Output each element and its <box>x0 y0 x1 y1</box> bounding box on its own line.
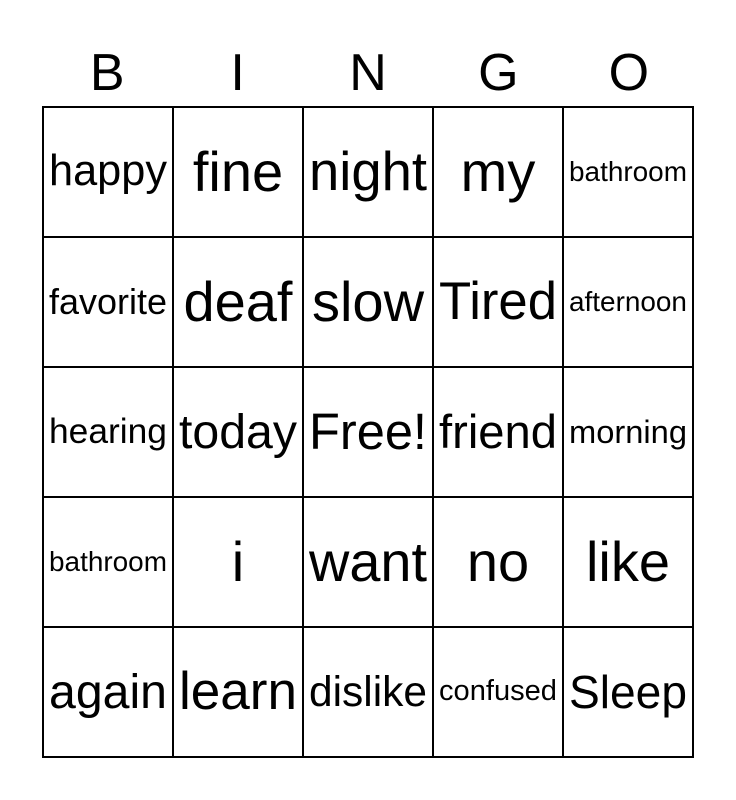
cell-word: i <box>231 530 245 593</box>
bingo-cell[interactable] <box>433 367 563 497</box>
cell-word: slow <box>311 270 425 333</box>
cell-word: Free! <box>309 402 427 460</box>
cell-word: happy <box>49 147 167 196</box>
bingo-cell[interactable] <box>43 237 173 367</box>
cell-word: again <box>49 664 167 719</box>
bingo-card <box>42 0 694 758</box>
bingo-letter-b: B <box>89 44 125 102</box>
cell-word: my <box>460 140 536 203</box>
bingo-cell[interactable] <box>563 367 693 497</box>
cell-word: Tired <box>439 271 557 331</box>
cell-word: bathroom <box>49 546 167 578</box>
bingo-letter-i: I <box>230 44 245 102</box>
cell-word: no <box>466 530 530 593</box>
bingo-cell[interactable] <box>433 237 563 367</box>
bingo-letter-o: O <box>608 44 650 102</box>
bingo-cell[interactable] <box>433 627 563 757</box>
bingo-cell[interactable] <box>43 627 173 757</box>
cell-word: friend <box>439 405 557 459</box>
cell-word: today <box>179 404 297 459</box>
cell-word: night <box>309 140 427 202</box>
bingo-cell[interactable] <box>563 237 693 367</box>
bingo-letter-n: N <box>349 44 387 102</box>
cell-word: fine <box>192 140 284 203</box>
cell-word: want <box>309 530 427 594</box>
bingo-cell[interactable] <box>303 497 433 627</box>
bingo-cell-free[interactable] <box>303 367 433 497</box>
cell-word: morning <box>569 412 687 450</box>
cell-word: dislike <box>309 667 427 715</box>
bingo-cell[interactable] <box>173 627 303 757</box>
bingo-cell[interactable] <box>303 237 433 367</box>
bingo-cell[interactable] <box>433 107 563 237</box>
cell-word: bathroom <box>569 156 687 188</box>
cell-word: Sleep <box>569 665 687 718</box>
bingo-grid <box>42 106 694 758</box>
bingo-cell[interactable] <box>563 627 693 757</box>
cell-word: afternoon <box>569 286 687 318</box>
bingo-cell[interactable] <box>433 497 563 627</box>
bingo-cell[interactable] <box>43 107 173 237</box>
bingo-header <box>42 0 694 106</box>
bingo-cell[interactable] <box>43 367 173 497</box>
bingo-cell[interactable] <box>43 497 173 627</box>
cell-word: hearing <box>49 412 167 452</box>
bingo-cell[interactable] <box>303 107 433 237</box>
bingo-cell[interactable] <box>563 497 693 627</box>
cell-word: favorite <box>49 281 167 322</box>
bingo-cell[interactable] <box>173 497 303 627</box>
cell-word: like <box>585 530 671 593</box>
bingo-cell[interactable] <box>173 107 303 237</box>
bingo-cell[interactable] <box>173 237 303 367</box>
bingo-cell[interactable] <box>563 107 693 237</box>
bingo-cell[interactable] <box>303 627 433 757</box>
cell-word: deaf <box>183 270 293 333</box>
cell-word: confused <box>439 675 557 708</box>
bingo-cell[interactable] <box>173 367 303 497</box>
bingo-letter-g: G <box>478 44 519 102</box>
cell-word: learn <box>179 662 297 722</box>
